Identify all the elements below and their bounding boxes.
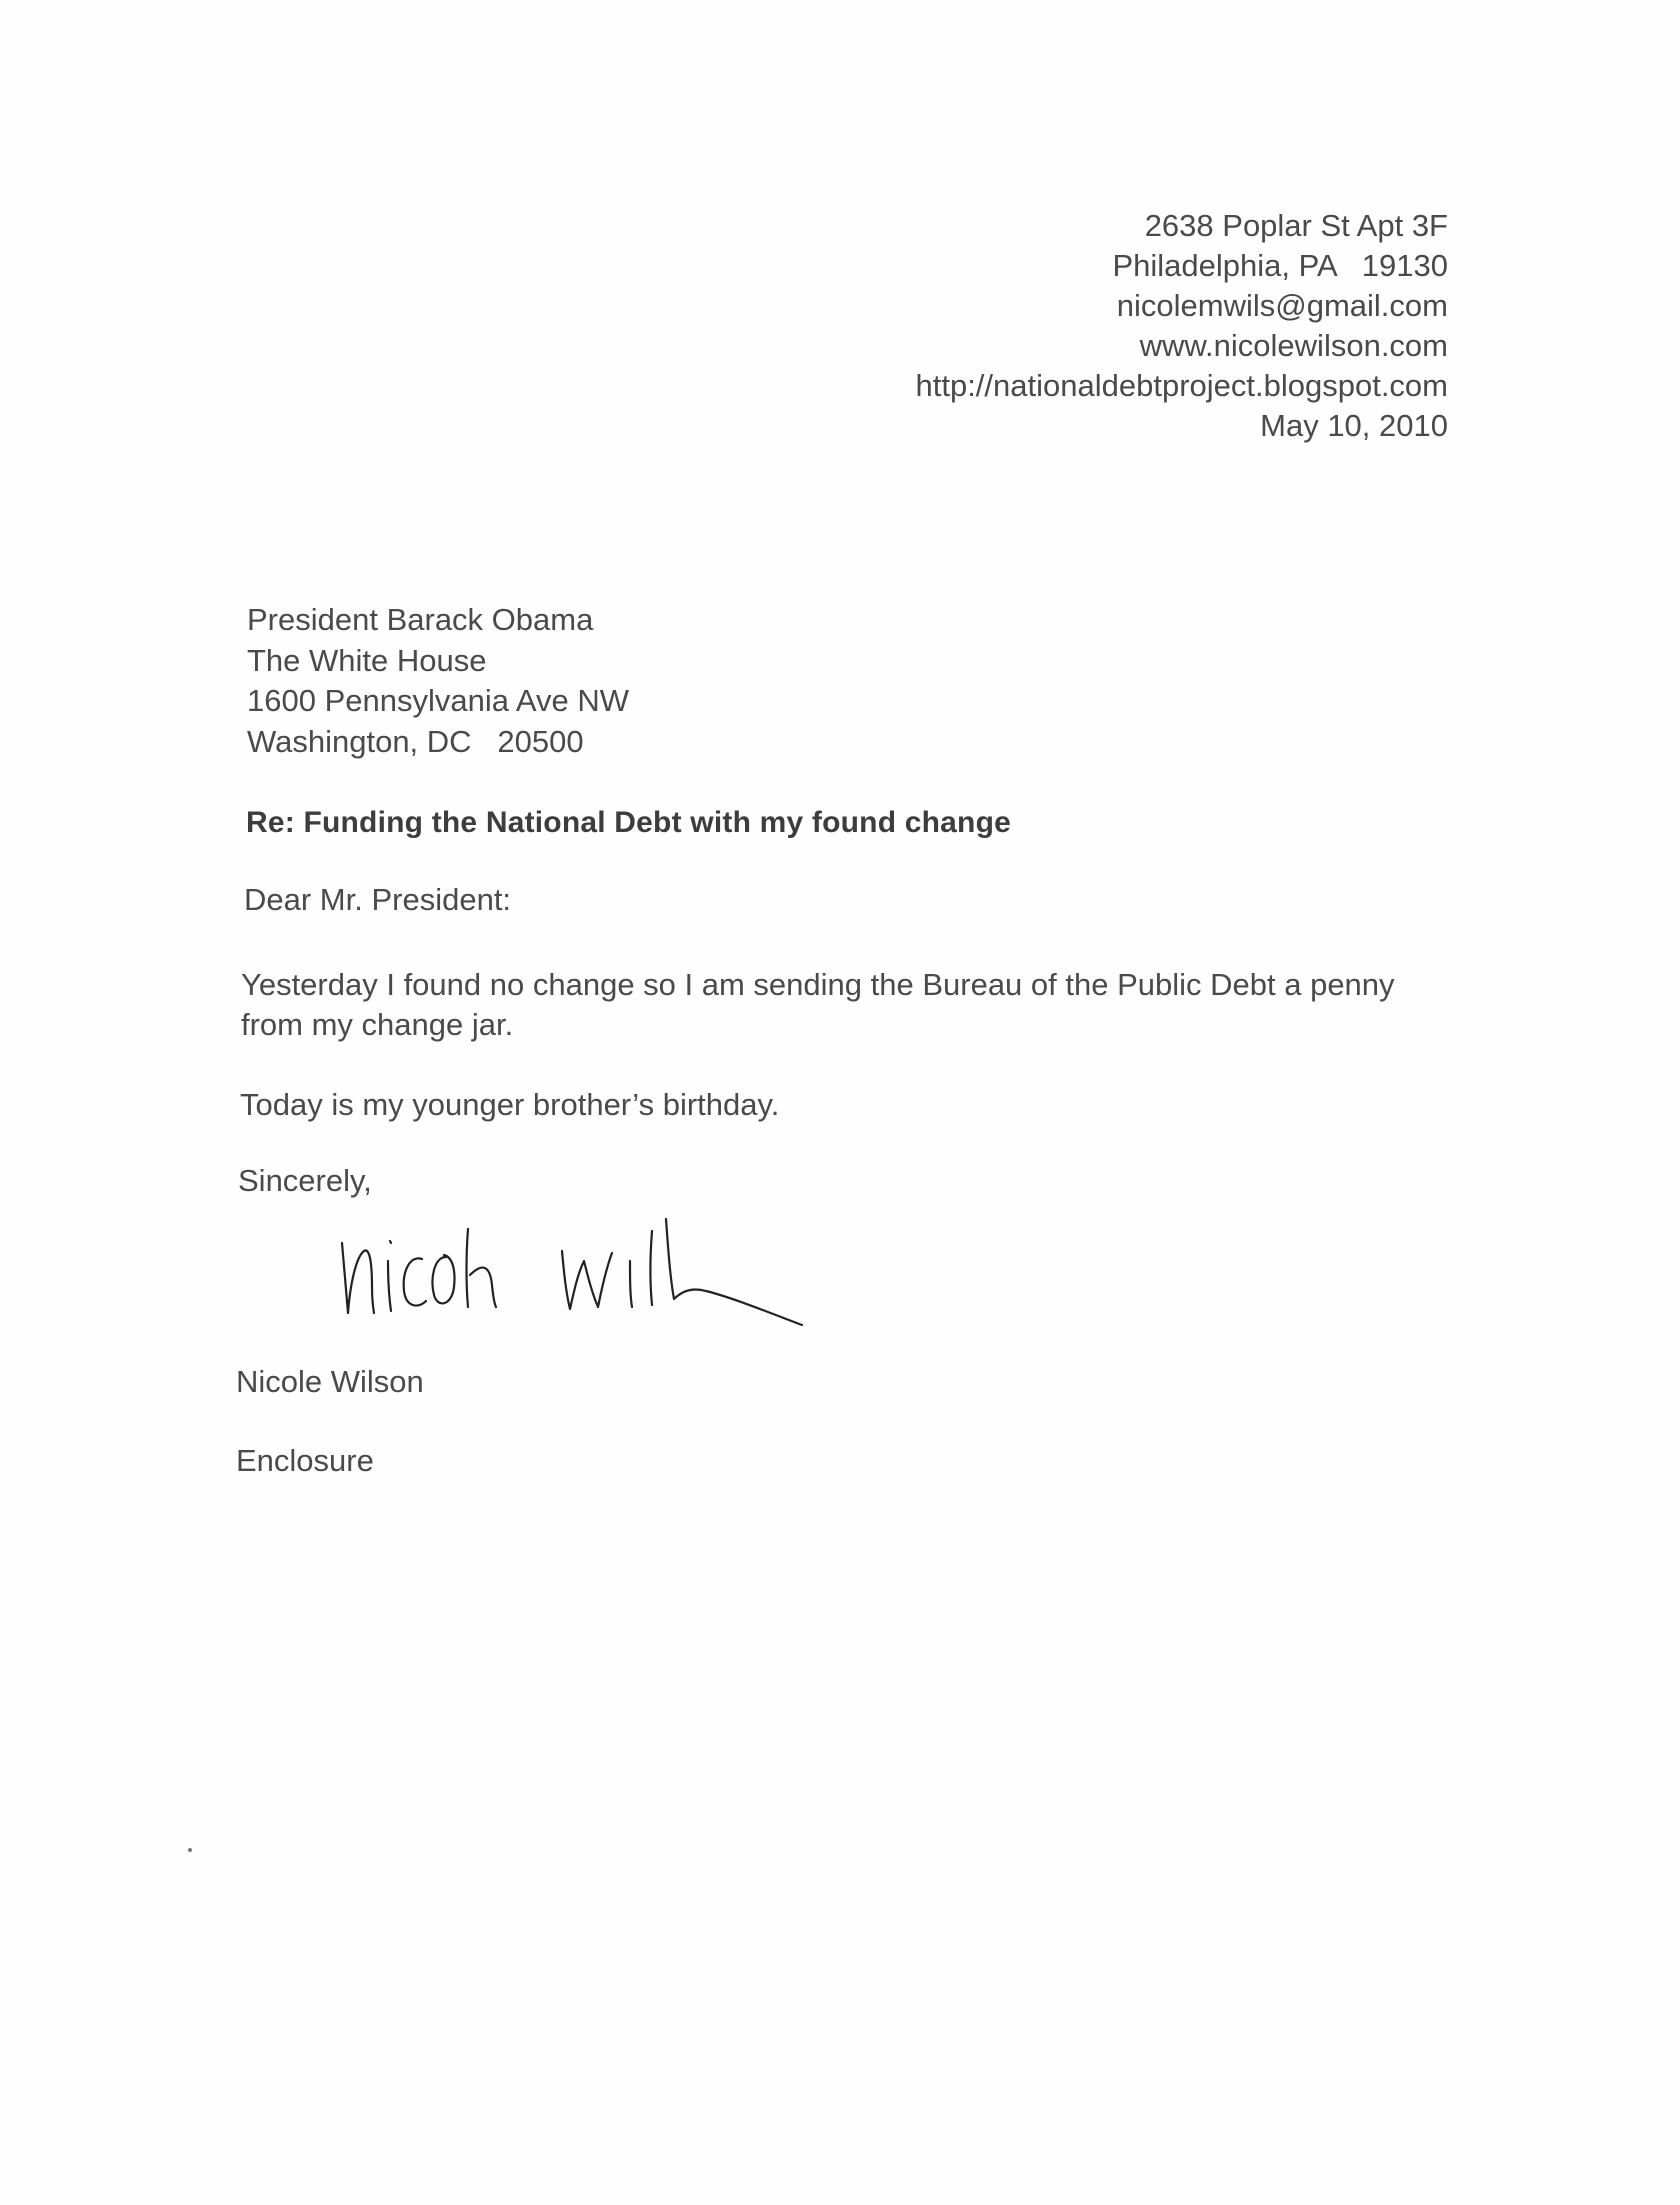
recipient-street: 1600 Pennsylvania Ave NW: [247, 683, 629, 718]
letter-date: May 10, 2010: [1260, 408, 1448, 443]
sender-website: www.nicolewilson.com: [1139, 328, 1448, 363]
enclosure-note: Enclosure: [236, 1443, 374, 1478]
sender-address-block: [915, 206, 1448, 446]
sender-blog: http://nationaldebtproject.blogspot.com: [915, 368, 1448, 403]
recipient-name: President Barack Obama: [247, 602, 594, 637]
salutation: Dear Mr. President:: [244, 882, 512, 917]
paper-speck: [188, 1848, 192, 1852]
handwritten-signature: [330, 1195, 890, 1335]
body-paragraph-2: Today is my younger brother’s birthday.: [240, 1087, 780, 1122]
recipient-address-block: [247, 600, 629, 762]
signer-name: Nicole Wilson: [236, 1364, 424, 1399]
body-paragraph-1: Yesterday I found no change so I am sending the Bureau of the Public Debt a penny from my change jar.: [241, 967, 1395, 1042]
sender-email: nicolemwils@gmail.com: [1116, 288, 1448, 323]
subject-line: Re: Funding the National Debt with my found change: [246, 806, 1011, 839]
sender-street: 2638 Poplar St Apt 3F: [1144, 208, 1448, 243]
closing: Sincerely,: [238, 1163, 372, 1198]
recipient-city-state-zip: Washington, DC 20500: [247, 723, 584, 759]
recipient-organization: The White House: [247, 642, 487, 678]
sender-city-state-zip: Philadelphia, PA 19130: [1112, 248, 1448, 283]
